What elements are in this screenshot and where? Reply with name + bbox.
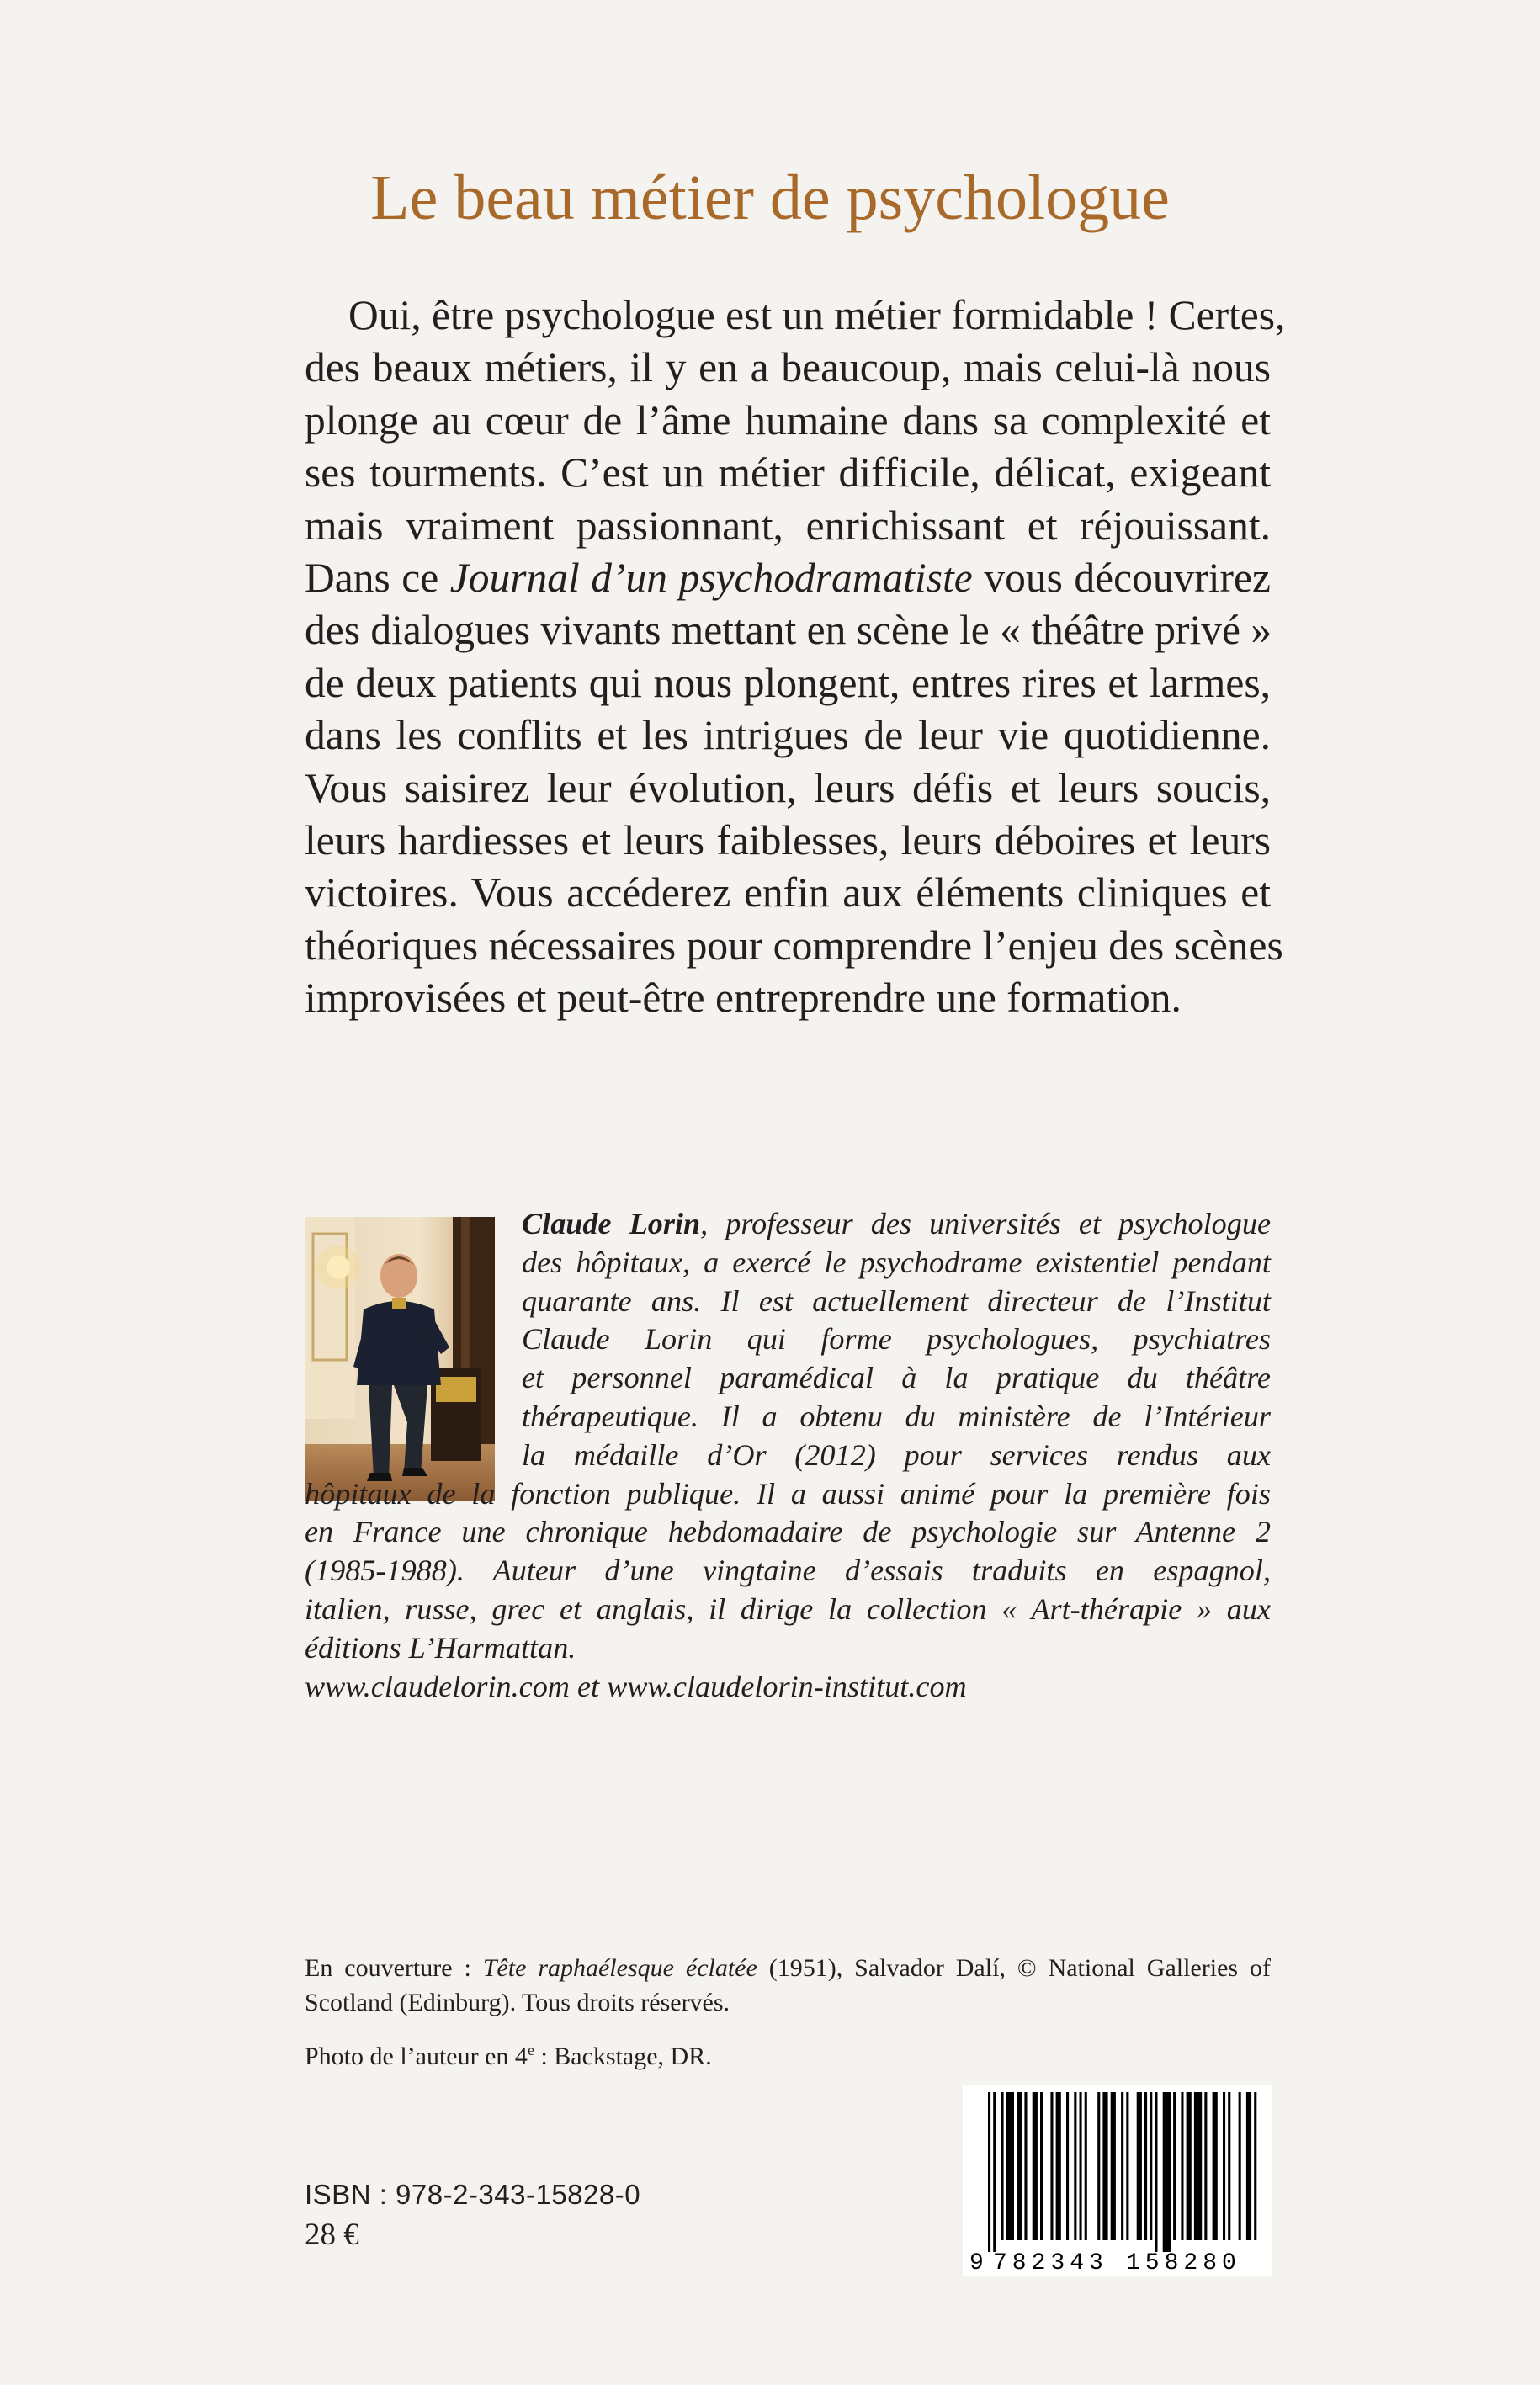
barcode-bar bbox=[1194, 2092, 1202, 2240]
credits bbox=[305, 1951, 1271, 2074]
bio-line: la médaille d’Or (2012) pour services rendus aux bbox=[522, 1437, 1271, 1472]
blurb-line: Vous saisirez leur évolution, leurs défis et leurs soucis, bbox=[305, 764, 1271, 811]
barcode-bar bbox=[1163, 2092, 1171, 2252]
barcode-bar bbox=[1033, 2092, 1038, 2240]
isbn: ISBN : 978-2-343-15828-0 bbox=[305, 2179, 641, 2210]
barcode-bar bbox=[1173, 2092, 1176, 2240]
barcode-bar bbox=[1239, 2092, 1241, 2240]
barcode-bar bbox=[1121, 2092, 1123, 2240]
barcode-bar bbox=[1228, 2092, 1230, 2240]
bio-line: italien, russe, grec et anglais, il dirige la collection « Art-thérapie » aux bbox=[305, 1591, 1271, 1626]
blurb-line: théoriques nécessaires pour comprendre l’enjeu des scènes bbox=[305, 922, 1283, 969]
barcode-bar bbox=[1080, 2092, 1082, 2240]
blurb-line: victoires. Vous accéderez enfin aux éléments cliniques et bbox=[305, 869, 1271, 916]
bio-line: thérapeutique. Il a obtenu du ministère de l’Intérieur bbox=[522, 1399, 1271, 1433]
blurb-line: leurs hardiesses et leurs faiblesses, leurs déboires et leurs bbox=[305, 817, 1271, 864]
photo-credit-rest: : Backstage, DR. bbox=[534, 2042, 712, 2070]
author-bio bbox=[305, 1205, 1271, 1706]
barcode-bar bbox=[1017, 2092, 1022, 2240]
bio-line: éditions L’Harmattan. bbox=[305, 1630, 576, 1665]
barcode-bar bbox=[1056, 2092, 1061, 2240]
barcode-digit-first: 9 bbox=[969, 2250, 984, 2276]
blurb-line: mais vraiment passionnant, enrichissant et réjouissant. bbox=[305, 502, 1271, 549]
barcode-bar bbox=[1085, 2092, 1087, 2240]
blurb-line: Oui, être psychologue est un métier formidable ! Certes, bbox=[348, 292, 1286, 338]
bio-line: (1985-1988). Auteur d’une vingtaine d’essais traduits en espagnol, bbox=[305, 1554, 1271, 1588]
photo-credit-sup: e bbox=[527, 2042, 534, 2058]
cover-credit-line-2: Scotland (Edinburg). Tous droits réservés. bbox=[305, 1989, 730, 2016]
blurb-line-with-title bbox=[305, 552, 1271, 604]
blurb-line: de deux patients qui nous plongent, entres rires et larmes, bbox=[305, 659, 1271, 706]
bio-line: Claude Lorin qui forme psychologues, psychiatres bbox=[522, 1322, 1271, 1357]
barcode-bar bbox=[1187, 2092, 1192, 2240]
bio-line: hôpitaux de la fonction publique. Il a aussi animé pour la première fois bbox=[305, 1476, 1271, 1511]
barcode-bar bbox=[1181, 2092, 1183, 2240]
cover-credit-line bbox=[305, 1951, 1271, 1985]
blurb-line: ses tourments. C’est un métier difficile, délicat, exigeant bbox=[305, 449, 1271, 497]
barcode-bar bbox=[988, 2092, 990, 2252]
cover-credit-prefix: En couverture : bbox=[305, 1954, 483, 1982]
barcode-bar bbox=[1001, 2092, 1004, 2240]
barcode-bar bbox=[1097, 2092, 1100, 2240]
barcode-digits-left: 782343 bbox=[993, 2250, 1108, 2276]
barcode-bar bbox=[1050, 2092, 1053, 2240]
barcode-bar bbox=[1040, 2092, 1043, 2240]
bio-line: et personnel paramédical à la pratique du théâtre bbox=[522, 1361, 1271, 1395]
cover-credit-rest: (1951), Salvador Dalí, © National Galleries of bbox=[757, 1954, 1272, 1982]
barcode-bar bbox=[1102, 2092, 1107, 2240]
book-title: Le beau métier de psychologue bbox=[370, 162, 1170, 233]
barcode-bar bbox=[1254, 2092, 1256, 2240]
blurb bbox=[305, 289, 1286, 1025]
bio-line: quarante ans. Il est actuellement directeur de l’Institut bbox=[522, 1283, 1271, 1318]
barcode-bar bbox=[993, 2092, 996, 2252]
barcode-bar bbox=[1150, 2092, 1152, 2240]
barcode-bar bbox=[1246, 2092, 1251, 2240]
author-name: Claude Lorin bbox=[522, 1207, 701, 1240]
bio-line: en France une chronique hebdomadaire de psychologie sur Antenne 2 bbox=[305, 1515, 1271, 1549]
barcode-bars bbox=[988, 2092, 1256, 2252]
photo-credit-prefix: Photo de l’auteur en 4 bbox=[305, 2042, 528, 2070]
blurb-line: des dialogues vivants mettant en scène le « théâtre privé » bbox=[305, 607, 1272, 654]
blurb-line: dans les conflits et les intrigues de leur vie quotidienne. bbox=[305, 712, 1271, 759]
price: 28 € bbox=[305, 2218, 359, 2252]
barcode-bar bbox=[1144, 2092, 1147, 2240]
blurb-line: improvisées et peut-être entreprendre une formation. bbox=[305, 975, 1182, 1022]
barcode-bar bbox=[1126, 2092, 1128, 2240]
journal-title: Journal d’un psychodramatiste bbox=[449, 555, 973, 602]
cover-artwork-title: Tête raphaélesque éclatée bbox=[482, 1954, 757, 1982]
bio-text: , professeur des universités et psychologue bbox=[700, 1207, 1272, 1240]
blurb-line: plonge au cœur de l’âme humaine dans sa complexité et bbox=[305, 396, 1271, 444]
blurb-text: vous découvrirez bbox=[972, 555, 1271, 602]
bio-line bbox=[305, 1205, 1271, 1244]
barcode-digits-right: 158280 bbox=[1126, 2250, 1241, 2276]
photo-credit bbox=[305, 2033, 1271, 2074]
barcode-bar bbox=[1137, 2092, 1142, 2240]
blurb-line: des beaux métiers, il y en a beaucoup, mais celui-là nous bbox=[305, 344, 1271, 391]
barcode-bar bbox=[1024, 2092, 1027, 2240]
barcode-bar bbox=[1204, 2092, 1207, 2240]
barcode-bar bbox=[1006, 2092, 1014, 2240]
barcode-bar bbox=[1074, 2092, 1076, 2240]
blurb-text: Dans ce bbox=[305, 555, 450, 602]
barcode bbox=[963, 2085, 1272, 2276]
barcode-bar bbox=[1223, 2092, 1225, 2240]
barcode-bar bbox=[1155, 2092, 1157, 2252]
barcode-bar bbox=[1213, 2092, 1218, 2240]
bio-line: des hôpitaux, a exercé le psychodrame existentiel pendant bbox=[522, 1245, 1271, 1279]
barcode-bar bbox=[1066, 2092, 1069, 2240]
author-websites: www.claudelorin.com et www.claudelorin-institut.com bbox=[305, 1669, 967, 1703]
barcode-bar bbox=[1111, 2092, 1116, 2240]
